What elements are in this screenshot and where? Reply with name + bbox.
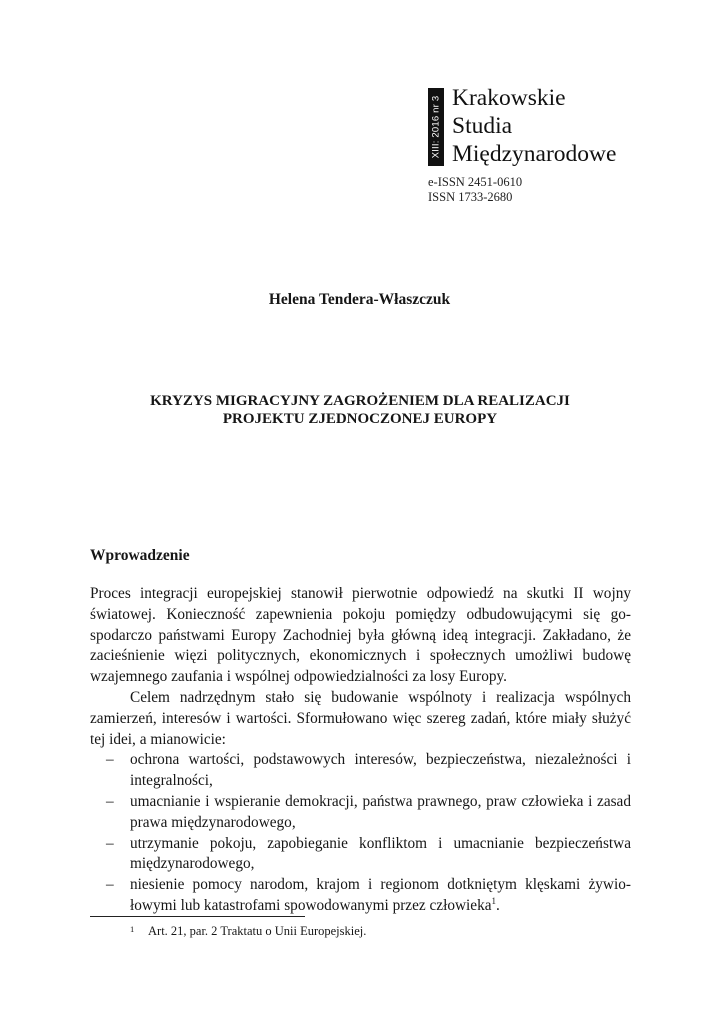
journal-title-line: Studia	[452, 113, 513, 139]
list-dash: –	[106, 834, 114, 852]
journal-title-line: Krakowskie	[452, 85, 566, 111]
footnote-reference[interactable]: 1	[491, 895, 497, 906]
volume-strip	[428, 88, 444, 166]
list-item-text: ochrona wartości, podstawowych interesów, bezpieczeństwa, niezależności i integralności,	[130, 751, 631, 790]
journal-title-line: Międzynarodowe	[452, 141, 617, 167]
journal-masthead	[428, 85, 688, 172]
list-item	[90, 834, 631, 876]
list-dash: –	[106, 751, 114, 769]
list-item-text: umacnianie i wspieranie demokracji, państwa prawnego, praw człowieka i zasad prawa międzynarodowego,	[130, 792, 631, 831]
article-title-line: KRYZYS MIGRACYJNY ZAGROŻENIEM DLA REALIZACJI	[150, 393, 570, 409]
body-text	[90, 584, 631, 917]
article-title	[90, 392, 630, 428]
objectives-list	[90, 750, 631, 916]
list-dash: –	[106, 876, 114, 894]
paragraph: Celem nadrzędnym stało się budowanie wspólnoty i realizacja wspólnych zamierzeń, interesów i wartości. Sformułowano więc szereg zadań, które miały służyć tej idei, a mianowicie:	[90, 688, 631, 748]
footnote-text: Art. 21, par. 2 Traktatu o Unii Europejskiej.	[148, 924, 367, 938]
list-item	[90, 792, 631, 834]
list-dash: –	[106, 792, 114, 810]
list-item-text: utrzymanie pokoju, zapobieganie konfliktom i umacnianie bezpieczeństwa międzynarodowego,	[130, 834, 631, 873]
journal-title	[452, 84, 616, 168]
article-title-line: PROJEKTU ZJEDNOCZONEJ EUROPY	[222, 411, 498, 427]
article-author: Helena Tendera-Właszczuk	[268, 291, 451, 308]
volume-info: XIII: 2016 nr 3	[430, 95, 442, 159]
footnote-divider	[90, 916, 305, 917]
section-heading: Wprowadzenie	[90, 547, 190, 564]
eissn: e-ISSN 2451-0610	[428, 175, 523, 189]
list-item	[90, 875, 631, 917]
list-item-end: .	[496, 896, 500, 914]
list-item	[90, 750, 631, 792]
list-item-text: niesienie pomocy narodom, krajom i regionom dotkniętym klęskami żywiołowymi lub katastrofami spowodowanymi przez człowieka	[130, 876, 631, 914]
issn: ISSN 1733-2680	[428, 189, 513, 204]
footnote-number: 1	[130, 924, 135, 934]
paragraph: Proces integracji europejskiej stanowił pierwotnie odpowiedź na skutki II wojny światowej. Konieczność zapewnienia pokoju pomiędzy odbudowującymi się gospodarczo państwami Europy Zachodniej była główną ideą integracji. Zakładano, że zacieśnienie więzi politycznych, ekonomicznych i społecznych umożliwi budowę wzajemnego zaufania i wspólnej odpowiedzialności za losy Europy.	[90, 585, 631, 686]
issn-block	[428, 175, 522, 204]
